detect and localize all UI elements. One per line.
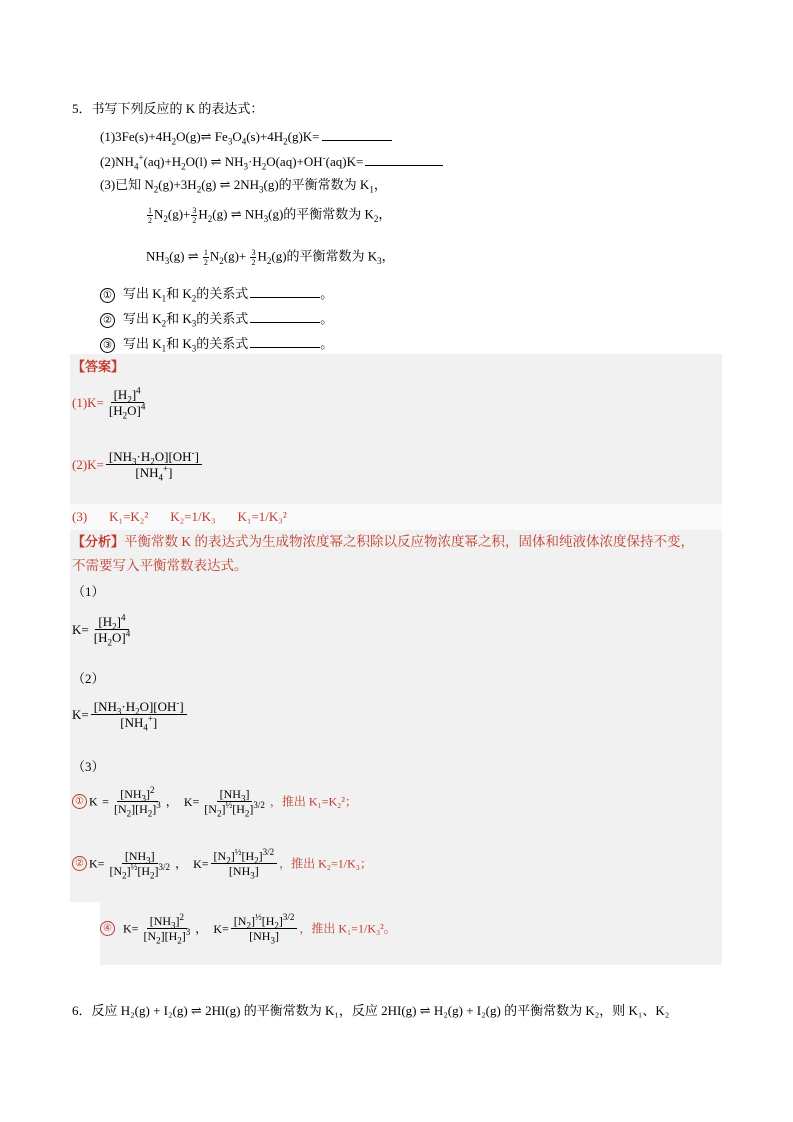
q5-line3: (3)已知 $N_2(g)+3H_2(g)$ ⇌ $2NH_3(g)$的平衡常数为 $K_1$，	[100, 177, 387, 195]
analysis-formula-2: K= $\frac{[NH_3\cdot H_2O][OH^-]}{[NH_4^+]}$	[72, 700, 189, 729]
analysis-derive-1: ① K = $\frac{[NH_3]^2}{[N_2][H_2]^3}$ ， K= $\frac{[NH_3]}{[N_2]^{\frac{1}{2}}[H_2]^{3/2}}$ ，推出 K₁=K₂²；	[72, 788, 357, 815]
q5-title: 5．书写下列反应的 K 的表达式：	[72, 101, 264, 116]
q5-line2: $(2)NH_4^+(aq)+H_2O(l)$ ⇌ $NH_3\cdot H_2O(aq)+OH^-(aq)K=$	[100, 153, 443, 168]
analysis-line1: 【分析】平衡常数 K 的表达式为生成物浓度幂之积除以反应物浓度幂之积，固体和纯液体浓度保持不变，	[72, 534, 695, 550]
answer-blank-5[interactable]	[250, 335, 320, 348]
analysis-line2: 不需要写入平衡常数表达式。	[72, 558, 248, 573]
answer-blank-4[interactable]	[250, 310, 320, 323]
q5-line1: $(1)3Fe(s)+4H_2O(g)\rightleftharpoons$ $Fe_3O_4(s)+4H_2(g)K=$	[100, 128, 392, 143]
q5-item2: ② 写出 $K_2$和 $K_3$的关系式 。	[100, 310, 333, 328]
q5-line4: $\frac{1}{2}$ $N_2(g)+$ $\frac{3}{2}$ $H_2(g)$ ⇌ $NH_3(g)$的平衡常数为 $K_2$，	[148, 206, 392, 225]
answer-formula-2: (2)K= $\frac{[NH_3\cdot H_2O][OH^-]}{[NH_4^+]}$	[72, 450, 204, 479]
frac-three-half-2: $\frac{3}{2}$	[251, 248, 256, 267]
analysis-n2: （2）	[72, 671, 105, 686]
q5-line5: $NH_3(g)$ ⇌ $\frac{1}{2}$ $N_2(g)+$ $\frac{3}{2}$ $H_2(g)$的平衡常数为 $K_3$，	[146, 248, 395, 267]
answer-shade-1	[70, 354, 722, 504]
answer-tag: 【答案】	[72, 360, 125, 375]
analysis-formula-1: K= $\frac{[H_2]^4}{[H_2O]^4}$	[72, 612, 131, 648]
answer-part3: (3) K₁=K₂² K₂=1/K₃ K₁=1/K₃²	[72, 509, 287, 524]
q5-item3: ③ 写出 $K_1$和 $K_3$的关系式 。	[100, 335, 333, 353]
answer-blank-3[interactable]	[250, 285, 320, 298]
answer-formula-1: (1)K= $\frac{[H_2]^4}{[H_2O]^4}$	[72, 385, 146, 421]
frac-half: $\frac{1}{2}$	[148, 206, 152, 225]
answer-blank-1[interactable]	[322, 128, 392, 141]
q5-item1: ① 写出 $K_1$和 $K_2$的关系式 。	[100, 285, 333, 303]
frac-three-half: $\frac{3}{2}$	[192, 206, 197, 225]
analysis-n3: （3）	[72, 759, 105, 774]
q6-text: 6．反应 H₂(g) + I₂(g) ⇌ 2HI(g) 的平衡常数为 K₁，反应 2HI(g) ⇌ H₂(g) + I₂(g) 的平衡常数为 K₂，则 K₁、K₂	[72, 1003, 670, 1018]
analysis-derive-2: ② K= $\frac{[NH_3]}{[N_2]^{\frac{1}{2}}[H_2]^{3/2}}$ ， K= $\frac{[N_2]^{\frac{1}{2}}[H_2]^{3/2}}{[NH_3]}$ ，推出 K₂=1/K₃；	[72, 850, 372, 877]
analysis-derive-3: ④ K= $\frac{[NH_3]^2}{[N_2][H_2]^3}$ ， K= $\frac{[N_2]^{\frac{1}{2}}[H_2]^{3/2}}{[NH_3]}$ ，推出 K₁=1/K₃²。	[100, 915, 396, 942]
analysis-n1: （1）	[72, 584, 105, 599]
answer-blank-2[interactable]	[365, 153, 443, 166]
frac-half-2: $\frac{1}{2}$	[203, 248, 208, 267]
